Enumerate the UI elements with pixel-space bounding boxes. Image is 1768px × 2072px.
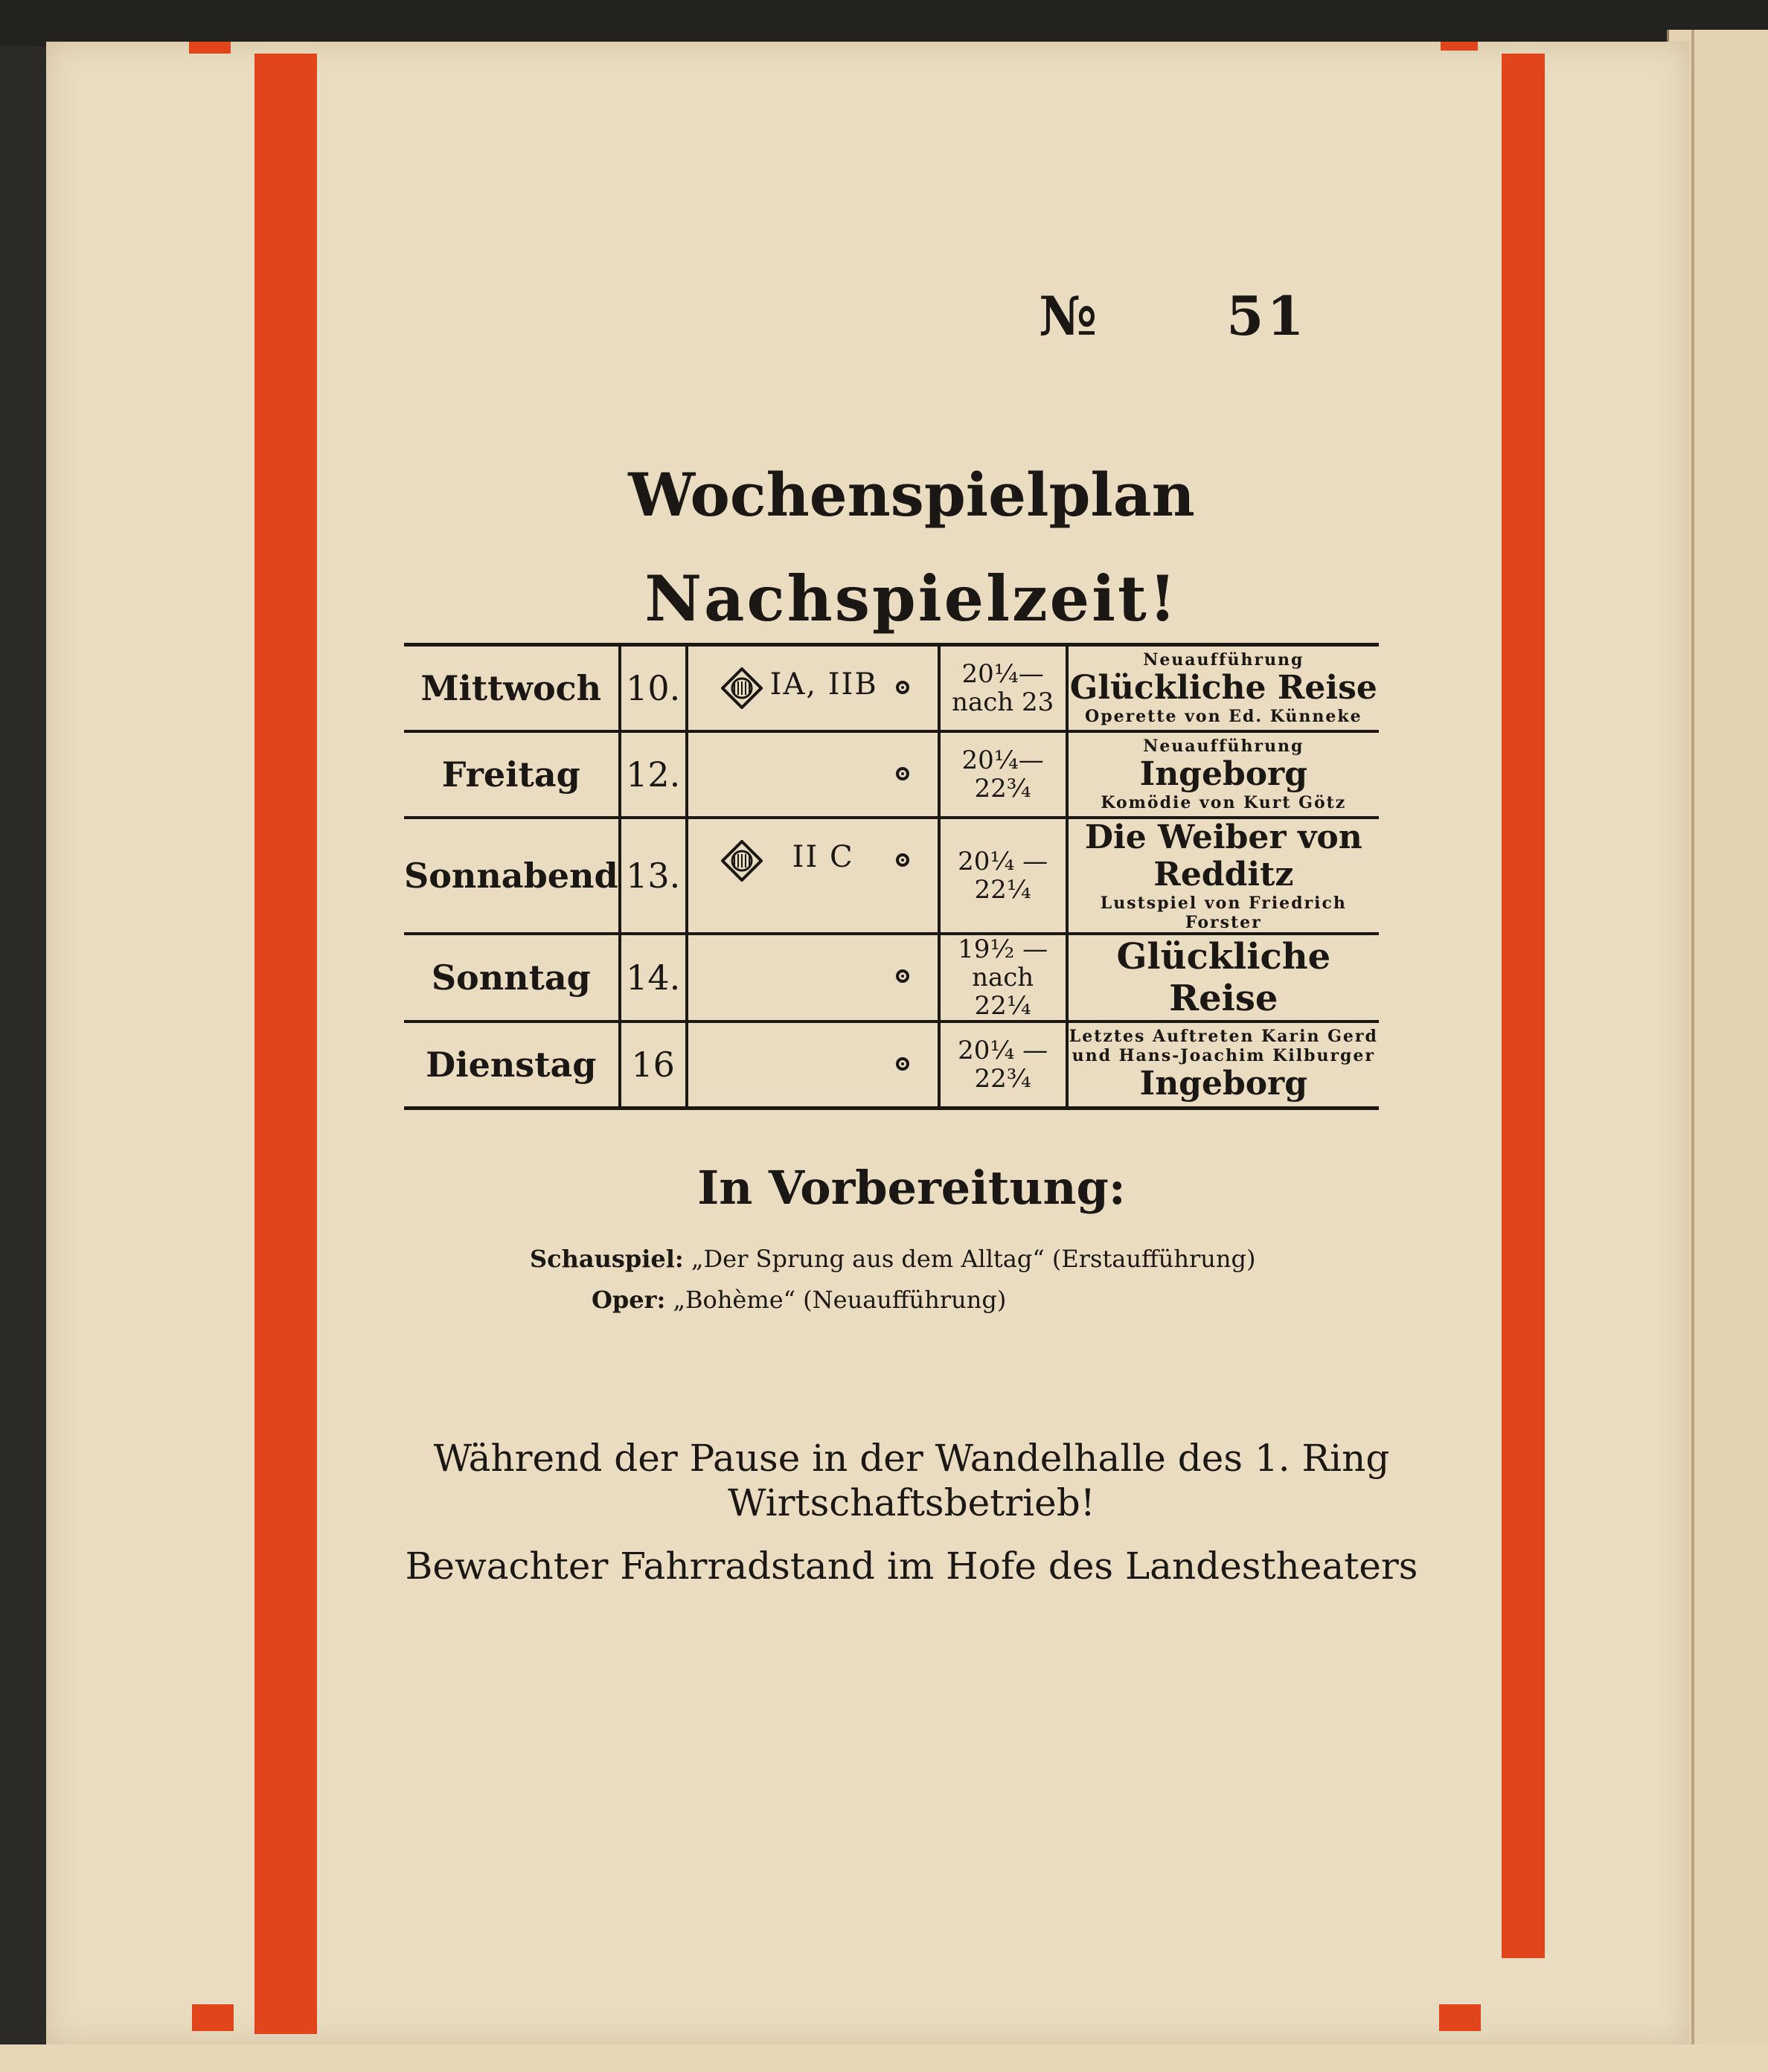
day-cell: Freitag bbox=[404, 731, 620, 818]
ring-cell bbox=[687, 934, 939, 1021]
play-note-below: Operette von Ed. Künneke bbox=[1085, 707, 1362, 726]
start-time: 20¼— bbox=[961, 659, 1044, 689]
red-stripe-right bbox=[1502, 54, 1545, 1958]
time-cell bbox=[939, 645, 1067, 732]
play-note-below: Komödie von Kurt Götz bbox=[1101, 793, 1347, 812]
start-time: 20¼ — bbox=[958, 847, 1048, 876]
play-title: Die Weiber von Redditz bbox=[1084, 818, 1362, 894]
date-cell: 13. bbox=[620, 818, 687, 934]
start-time: 20¼— bbox=[961, 745, 1044, 775]
bleed-through-heading bbox=[417, 208, 441, 292]
ring-cell bbox=[687, 731, 939, 818]
play-note-below: Lustspiel von Friedrich Forster bbox=[1100, 894, 1347, 932]
scan-background bbox=[0, 0, 1768, 46]
schedule-row bbox=[404, 934, 1379, 1021]
ring-label: II C bbox=[792, 840, 854, 874]
heading-weekly-program: Wochenspielplan bbox=[628, 460, 1195, 530]
opera-label: Oper: bbox=[592, 1286, 666, 1314]
start-time: 19½ — bbox=[958, 934, 1048, 964]
performance-mark-icon bbox=[896, 767, 909, 780]
drama-label: Schauspiel: bbox=[530, 1245, 684, 1273]
numero-sign: № bbox=[1039, 284, 1101, 347]
red-stripe-left bbox=[254, 54, 317, 2034]
page-fold bbox=[1691, 30, 1694, 2072]
preparation-heading: In Vorbereitung: bbox=[697, 1161, 1126, 1215]
red-stripe-tab-bottom-left bbox=[192, 2004, 234, 2031]
ring-cell bbox=[687, 645, 939, 732]
day-cell: Sonnabend bbox=[404, 818, 620, 934]
end-time: 22¾ bbox=[974, 1064, 1031, 1094]
end-time: nach 23 bbox=[952, 687, 1054, 717]
heading-late-season: Nachspielzeit! bbox=[644, 562, 1179, 635]
bicycle-notice: Bewachter Fahrradstand im Hofe des Landestheaters bbox=[405, 1545, 1418, 1588]
interval-notice: Während der Pause in der Wandelhalle des 1. Ring Wirtschaftsbetrieb! bbox=[433, 1437, 1390, 1524]
play-note-above: Letztes Auftreten Karin Gerd und Hans-Joachim Kilburger bbox=[1069, 1027, 1378, 1065]
performance-mark-icon bbox=[896, 969, 909, 983]
ring-cell bbox=[687, 1021, 939, 1109]
red-stripe-tab-top-right bbox=[1441, 42, 1478, 51]
time-cell bbox=[939, 818, 1067, 934]
schedule-row bbox=[404, 818, 1379, 934]
issue-value: 51 bbox=[1226, 284, 1307, 347]
date-cell: 12. bbox=[620, 731, 687, 818]
play-title: Glückliche Reise bbox=[1116, 936, 1331, 1019]
preparation-drama bbox=[530, 1245, 1255, 1273]
play-cell bbox=[1067, 1021, 1379, 1109]
theater-ring-emblem-icon bbox=[721, 667, 763, 709]
performance-mark-icon bbox=[896, 1057, 909, 1071]
end-time: 22¼ bbox=[974, 875, 1031, 905]
play-note-above: Neuaufführung bbox=[1143, 737, 1304, 756]
time-cell bbox=[939, 731, 1067, 818]
day-cell: Mittwoch bbox=[404, 645, 620, 732]
end-time: 22¾ bbox=[974, 774, 1031, 804]
play-cell bbox=[1067, 934, 1379, 1021]
drama-text: „Der Sprung aus dem Alltag“ (Erstaufführung) bbox=[691, 1245, 1256, 1273]
end-time: nach 22¼ bbox=[972, 963, 1034, 1021]
scan-bottom-edge bbox=[0, 2044, 1768, 2072]
start-time: 20¼ — bbox=[958, 1036, 1048, 1065]
red-stripe-tab-bottom-right bbox=[1439, 2004, 1481, 2031]
schedule-row bbox=[404, 731, 1379, 818]
play-note-above: Neuaufführung bbox=[1143, 650, 1304, 670]
play-title: Ingeborg bbox=[1139, 755, 1308, 793]
date-cell: 10. bbox=[620, 645, 687, 732]
day-cell: Sonntag bbox=[404, 934, 620, 1021]
ring-cell bbox=[687, 818, 939, 934]
time-cell bbox=[939, 934, 1067, 1021]
play-title: Ingeborg bbox=[1139, 1065, 1308, 1103]
ring-label: IA, IIB bbox=[769, 667, 878, 702]
play-title: Glückliche Reise bbox=[1069, 669, 1377, 707]
issue-number bbox=[1039, 284, 1307, 347]
play-cell bbox=[1067, 818, 1379, 934]
time-cell bbox=[939, 1021, 1067, 1109]
day-cell: Dienstag bbox=[404, 1021, 620, 1109]
performance-mark-icon bbox=[896, 853, 909, 867]
schedule-row bbox=[404, 645, 1379, 732]
red-stripe-tab-top-left bbox=[189, 42, 231, 54]
schedule-table bbox=[404, 643, 1379, 1110]
performance-mark-icon bbox=[896, 681, 909, 694]
preparation-opera bbox=[592, 1286, 1006, 1314]
play-cell bbox=[1067, 731, 1379, 818]
schedule-row bbox=[404, 1021, 1379, 1109]
date-cell: 14. bbox=[620, 934, 687, 1021]
play-cell bbox=[1067, 645, 1379, 732]
date-cell: 16 bbox=[620, 1021, 687, 1109]
theater-ring-emblem-icon bbox=[721, 840, 763, 882]
opera-text: „Bohème“ (Neuaufführung) bbox=[673, 1286, 1007, 1314]
